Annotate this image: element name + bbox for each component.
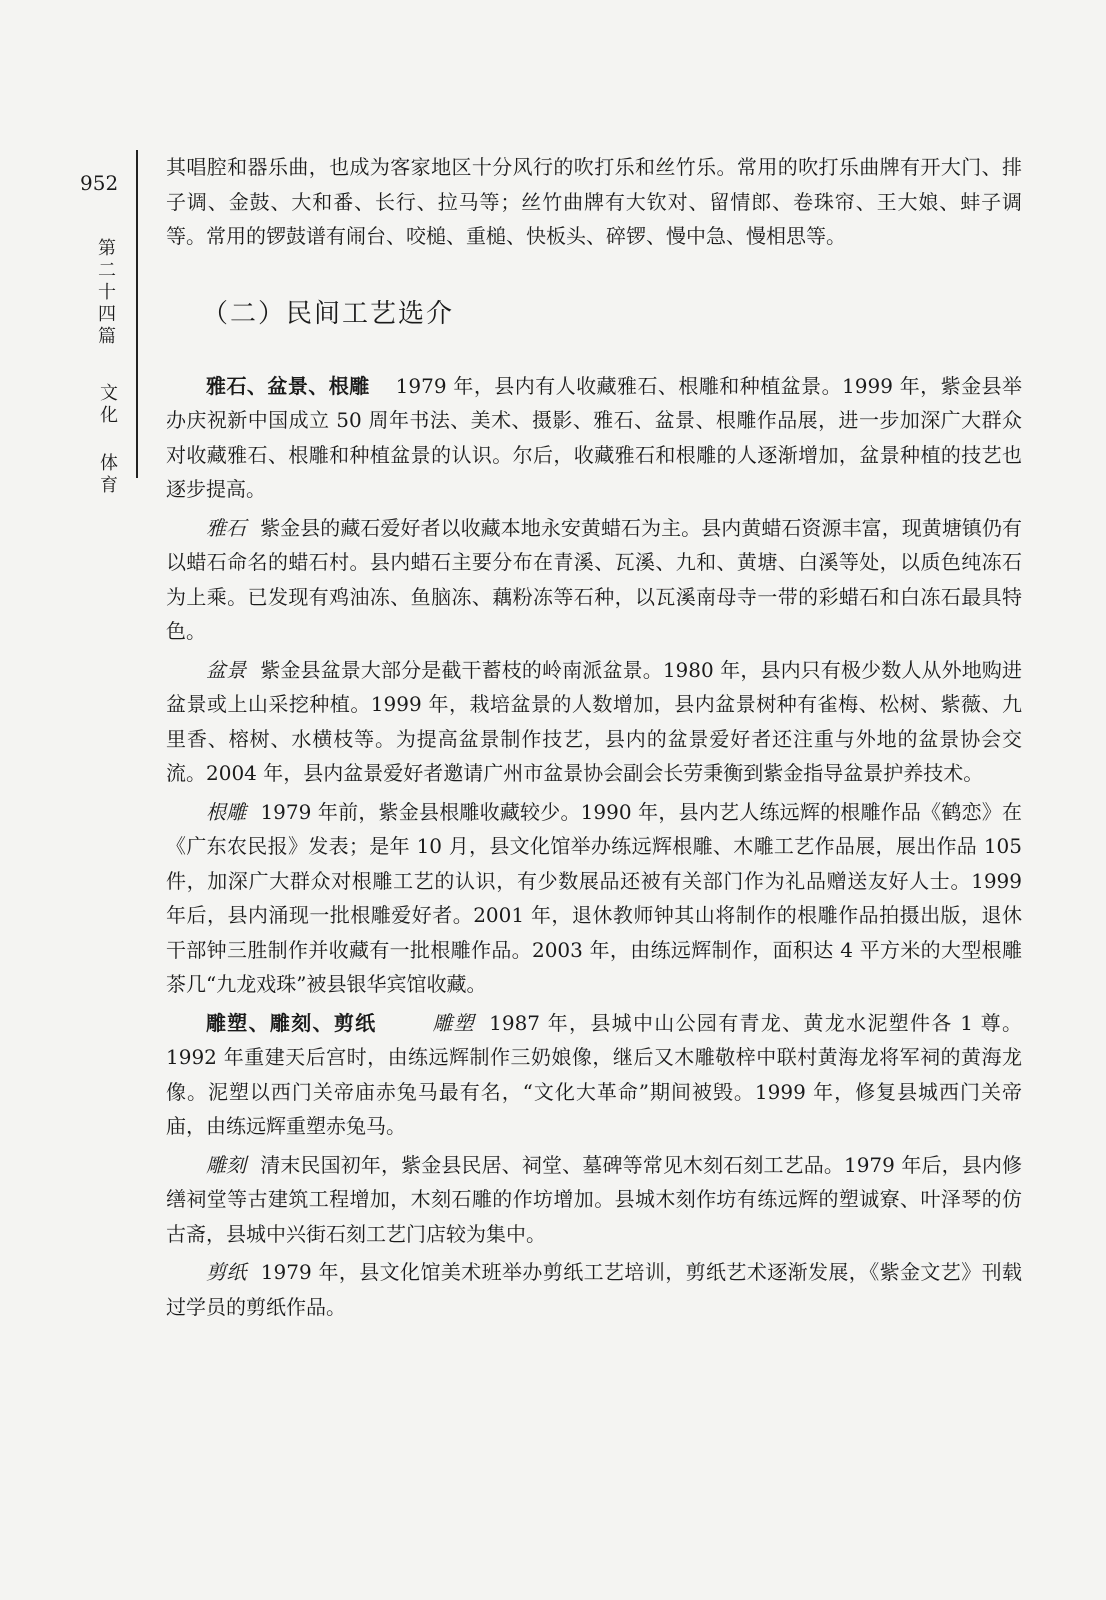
paragraph-text: 1979 年前，紫金县根雕收藏较少。1990 年，县内艺人练远辉的根雕作品《鹤恋》在《广东农民报》发表；是年 10 月，县文化馆举办练远辉根雕、木雕工艺作品展，展出作品 105 件，加深广大群众对根雕工艺的认识，有少数展品还被有关部门作为礼品赠送友好人士。1999 年后，县内涌现一批根雕爱好者。2001 年，退休教师钟其山将制作的根雕作品拍摄出版，退休干部钟三胜制作并收藏有一批根雕作品。2003 年，由练远辉制作，面积达 4 平方米的大型根雕茶几“九龙戏珠”被县银华宾馆收藏。 [166, 799, 1023, 996]
paragraph-subhead: 盆景 [206, 657, 247, 682]
intro-paragraph: 其唱腔和器乐曲，也成为客家地区十分风行的吹打乐和丝竹乐。常用的吹打乐曲牌有开大门、排子调、金鼓、大和番、长行、拉马等；丝竹曲牌有大钦对、留情郎、卷珠帘、王大娘、蚌子调等。常用的锣鼓谱有闹台、咬槌、重槌、快板头、碎锣、慢中急、慢相思等。 [166, 155, 1022, 248]
paragraph-text: 1979 年，县内有人收藏雅石、根雕和种植盆景。1999 年，紫金县举办庆祝新中国成立 50 周年书法、美术、摄影、雅石、盆景、根雕作品展，进一步加深广大群众对收藏雅石、根雕和种植盆景的认识。尔后，收藏雅石和根雕的人逐渐增加，盆景种植的技艺也逐步提高。 [166, 373, 1023, 501]
paragraph-stone [166, 511, 1022, 649]
paragraph-lead: 雕塑、雕刻、剪纸 [206, 1010, 377, 1035]
body-text [166, 150, 1022, 1328]
paragraph-subhead: 雕刻 [206, 1152, 247, 1177]
side-topic-culture: 文化 [100, 383, 118, 426]
paragraph-lead: 雅石、盆景、根雕 [206, 373, 370, 398]
paragraph-sculpture [166, 1006, 1022, 1144]
paragraph-text: 清末民国初年，紫金县民居、祠堂、墓碑等常见木刻石刻工艺品。1979 年后，县内修缮祠堂等古建筑工程增加，木刻石雕的作坊增加。县城木刻作坊有练远辉的塑诚寮、叶泽琴的仿古斋，县城中兴街石刻工艺门店较为集中。 [166, 1152, 1022, 1246]
paragraph-subhead: 剪纸 [206, 1260, 247, 1284]
paragraph-papercut [166, 1255, 1022, 1324]
side-topic-sports: 体育 [100, 453, 118, 496]
paragraph-text: 紫金县的藏石爱好者以收藏本地永安黄蜡石为主。县内黄蜡石资源丰富，现黄塘镇仍有以蜡石命名的蜡石村。县内蜡石主要分布在青溪、瓦溪、九和、黄塘、白溪等处，以质色纯冻石为上乘。已发现有鸡油冻、鱼脑冻、藕粉冻等石种，以瓦溪南母寺一带的彩蜡石和白冻石最具特色。 [166, 515, 1023, 643]
page-number: 952 [80, 171, 119, 195]
side-chapter-label: 第二十四篇 [98, 238, 116, 347]
paragraph-subhead: 雕塑 [432, 1010, 476, 1035]
paragraph-text: 1979 年，县文化馆美术班举办剪纸工艺培训，剪纸艺术逐渐发展，《紫金文艺》刊载过学员的剪纸作品。 [166, 1260, 1022, 1319]
paragraph-text: 紫金县盆景大部分是截干蓄枝的岭南派盆景。1980 年，县内只有极少数人从外地购进盆景或上山采挖种植。1999 年，栽培盆景的人数增加，县内盆景树种有雀梅、松树、紫薇、九里香、榕树、水横枝等。为提高盆景制作技艺，县内的盆景爱好者还注重与外地的盆景协会交流。2004 年，县内盆景爱好者邀请广州市盆景协会副会长劳秉衡到紫金指导盆景护养技术。 [166, 657, 1022, 785]
margin-rule [136, 150, 138, 478]
paragraph-subhead: 根雕 [206, 799, 247, 824]
paragraph-root-carving [166, 795, 1022, 1002]
paragraph-engraving [166, 1148, 1022, 1252]
section-heading: （二）民间工艺选介 [202, 298, 455, 329]
paragraph-bonsai [166, 653, 1022, 791]
paragraph-stone-bonsai-root [166, 369, 1022, 507]
side-topic-label [98, 383, 120, 497]
paragraph-text: 1987 年，县城中山公园有青龙、黄龙水泥塑件各 1 尊。1992 年重建天后宫时，由练远辉制作三奶娘像，继后又木雕敬梓中联村黄海龙将军祠的黄海龙像。泥塑以西门关帝庙赤兔马最有名，“文化大革命”期间被毁。1999 年，修复县城西门关帝庙，由练远辉重塑赤兔马。 [166, 1010, 1022, 1138]
paragraph-subhead: 雅石 [206, 515, 247, 540]
